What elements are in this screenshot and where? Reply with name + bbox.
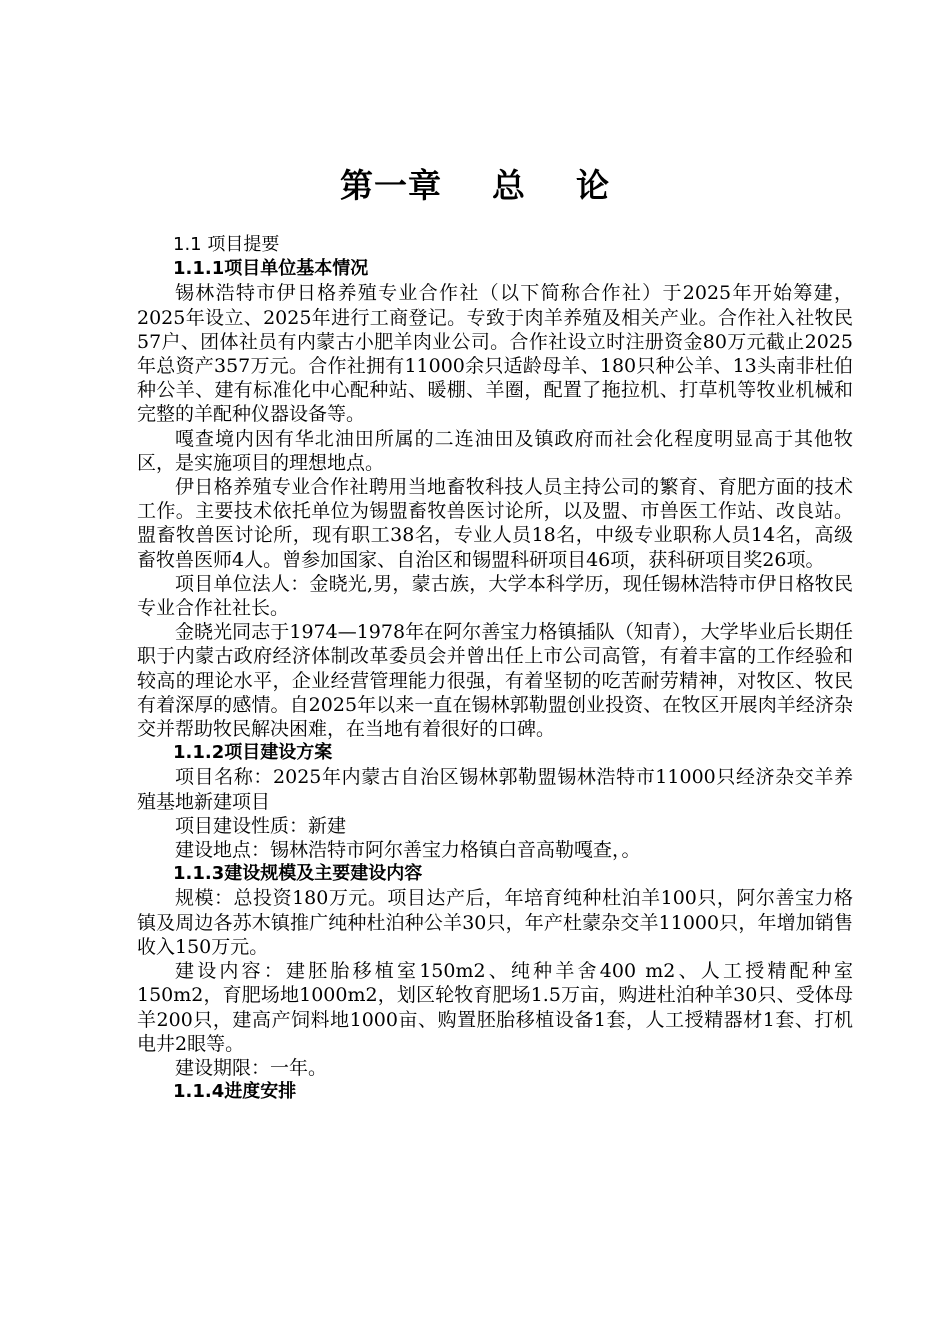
paragraph-construction-period: 建设期限：一年。 [175,1056,328,1079]
paragraph-project-scale: 规模：总投资180万元。项目达产后，年培育纯种杜泊羊100只，阿尔善宝力格镇及周边各苏木镇推广纯种杜泊种公羊30只，年产杜蒙杂交羊11000只，年增加销售收入150万元。 [137,887,853,958]
paragraph-organization-info: 锡林浩特市伊日格养殖专业合作社（以下简称合作社）于2025年开始筹建，2025年设立、2025年进行工商登记。专致于肉羊养殖及相关产业。合作社入社牧民57户、团体社员有内蒙古小肥羊肉业公司。合作社设立时注册资金80万元截止2025年总资产357万元。合作社拥有11000余只适龄母羊、180只种公羊、13头南非杜伯种公羊、建有标准化中心配种站、暖棚、羊圈，配置了拖拉机、打草机等牧业机械和完整的羊配种仪器设备等。 [137,282,853,426]
section-heading-1-1: 1.1 项目提要 [173,234,280,255]
section-heading-1-1-3: 1.1.3建设规模及主要建设内容 [173,863,423,885]
section-heading-1-1-4: 1.1.4进度安排 [173,1081,297,1103]
section-heading-1-1-2: 1.1.2项目建设方案 [173,742,333,764]
paragraph-technical-support: 伊日格养殖专业合作社聘用当地畜牧科技人员主持公司的繁育、育肥方面的技术工作。主要技术依托单位为锡盟畜牧兽医讨论所，以及盟、市兽医工作站、改良站。盟畜牧兽医讨论所，现有职工38名，专业人员18名，中级专业职称人员14名，高级畜牧兽医师4人。曾参加国家、自治区和锡盟科研项目46项，获科研项目奖26项。 [137,476,853,571]
chapter-title: 第一章 总 论 [340,166,610,205]
paragraph-legal-representative: 项目单位法人：金晓光,男，蒙古族，大学本科学历，现任锡林浩特市伊日格牧民专业合作社社长。 [137,572,853,620]
paragraph-location-advantage: 嘎查境内因有华北油田所属的二连油田及镇政府而社会化程度明显高于其他牧区，是实施项目的理想地点。 [137,427,853,474]
document-body [137,233,853,1104]
section-heading-1-1-1: 1.1.1项目单位基本情况 [173,258,369,280]
paragraph-construction-content: 建设内容：建胚胎移植室150m2、纯种羊舍400 m2、人工授精配种室150m2，育肥场地1000m2，划区轮牧育肥场1.5万亩，购进杜泊种羊30只、受体母羊200只，建高产饲料地1000亩、购置胚胎移植设备1套，人工授精器材1套、打机电井2眼等。 [137,960,853,1055]
paragraph-project-nature: 项目建设性质：新建 [175,814,347,837]
paragraph-project-site: 建设地点：锡林浩特市阿尔善宝力格镇白音高勒嘎查，。 [175,839,641,862]
paragraph-project-name: 项目名称：2025年内蒙古自治区锡林郭勒盟锡林浩特市11000只经济杂交羊养殖基地新建项目 [137,766,853,813]
paragraph-representative-bio: 金晓光同志于1974—1978年在阿尔善宝力格镇插队（知青），大学毕业后长期任职于内蒙古政府经济体制改革委员会并曾出任上市公司高管，有着丰富的工作经验和较高的理论水平，企业经营管理能力很强，有着坚韧的吃苦耐劳精神，对牧区、牧民有着深厚的感情。自2025年以来一直在锡林郭勒盟创业投资、在牧区开展肉羊经济杂交并帮助牧民解决困难，在当地有着很好的口碑。 [137,621,853,741]
